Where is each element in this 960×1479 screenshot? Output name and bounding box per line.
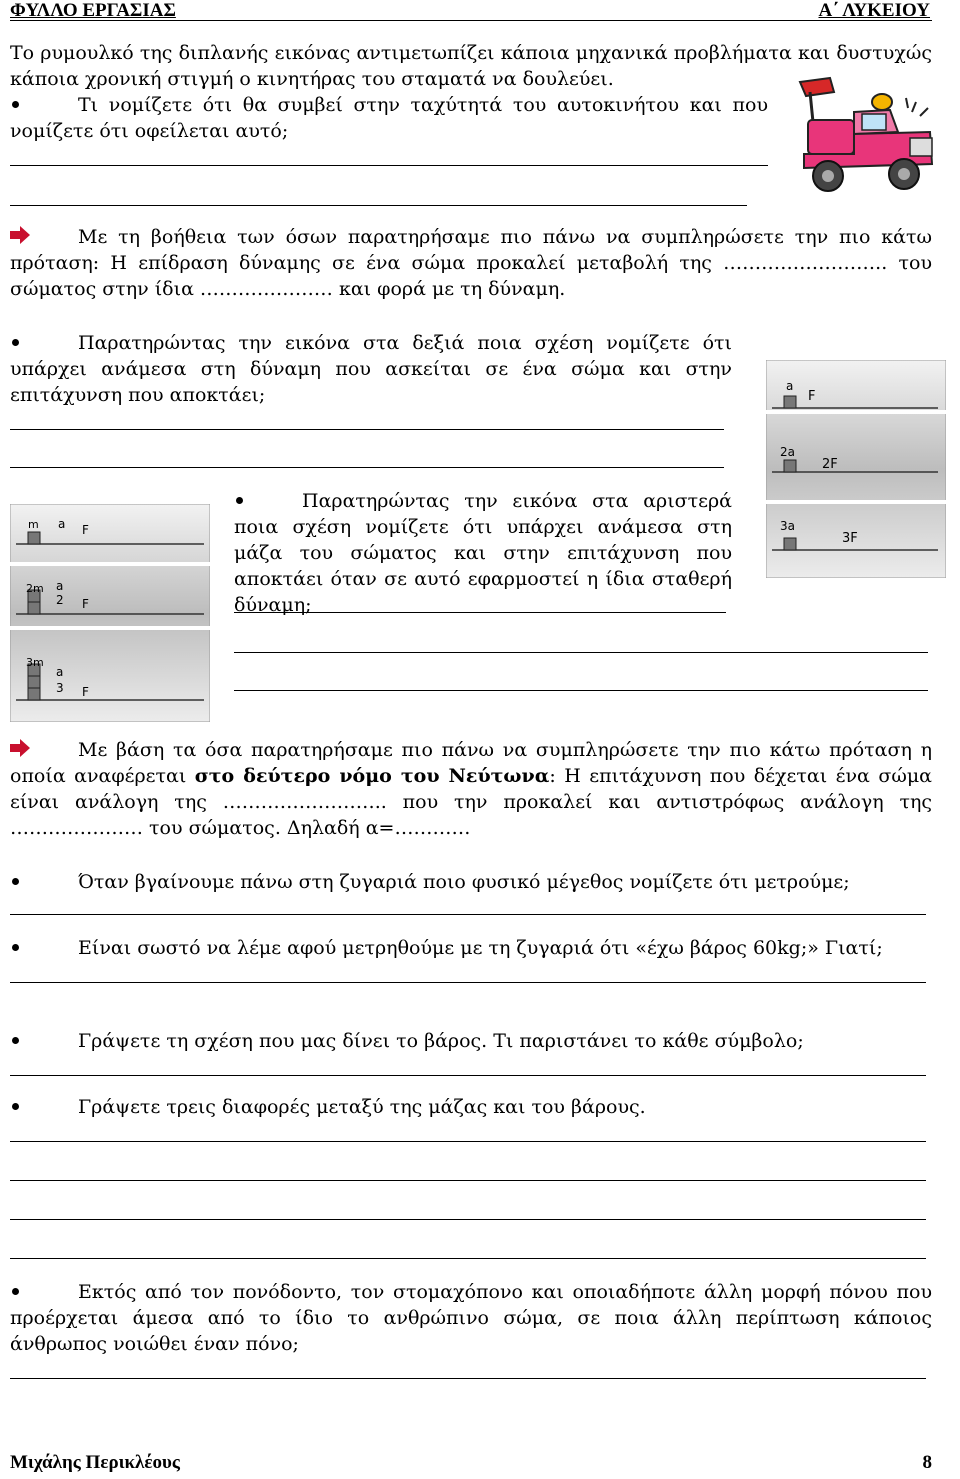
force-label: F xyxy=(82,597,89,611)
answer-line xyxy=(10,1141,926,1142)
header-left: ΦΥΛΛΟ ΕΡΓΑΣΙΑΣ xyxy=(10,0,176,21)
answer-line xyxy=(10,1378,926,1379)
answer-line xyxy=(234,652,928,653)
accel-label: a xyxy=(58,517,66,531)
fill2-text: Με βάση τα όσα παρατηρήσαμε πιο πάνω να συμπληρώσετε την πιο κάτω πρόταση η οποία αναφέρεται xyxy=(10,739,932,787)
bullet-icon xyxy=(12,944,19,951)
bullet-icon xyxy=(12,1037,19,1044)
force-label: F xyxy=(82,523,89,537)
fill2-text-cont: : Η επιτάχυνση που δέχεται ένα σώμα είναι ανάλογη της …………………….. που την προκαλεί και αντιστρόφως ανάλογη της ………………… του σώματος. Δηλαδή α=………… xyxy=(10,765,932,839)
answer-line xyxy=(10,1258,926,1259)
question-8: Εκτός από τον πονόδοντο, τον στομαχόπονο και οποιαδήποτε άλλη μορφή πόνου που προέρχεται άμεσα από το ίδιο το ανθρώπινο σώμα, σε ποια άλλη περίπτωση κάποιος άνθρωπος νοιώθει έναν πόνο; xyxy=(10,1281,932,1355)
accel-label: 2a xyxy=(780,445,795,459)
mass-acceleration-figure xyxy=(10,504,210,722)
mass-label: 2m xyxy=(26,582,44,595)
answer-line xyxy=(10,982,926,983)
question-7: Γράψετε τρεις διαφορές μεταξύ της μάζας και του βάρους. xyxy=(78,1096,646,1118)
question-1: Τι νομίζετε ότι θα συμβεί στην ταχύτητά του αυτοκινήτου και που νομίζετε ότι οφείλεται αυτό; xyxy=(10,94,768,142)
question-3: Παρατηρώντας την εικόνα στα αριστερά ποια σχέση νομίζετε ότι υπάρχει ανάμεσα στη μάζα του σώματος και στην επιτάχυνση που αποκτάει όταν σε αυτό εφαρμοστεί η ίδια σταθερή δύναμη; xyxy=(234,490,732,616)
header-rule xyxy=(10,20,932,21)
accel-divisor: 3 xyxy=(56,681,64,695)
header-right: Α΄ ΛΥΚΕΙΟΥ xyxy=(818,0,930,21)
mass-label: m xyxy=(28,518,39,531)
answer-line xyxy=(10,467,724,468)
answer-line xyxy=(234,690,928,691)
question-2: Παρατηρώντας την εικόνα στα δεξιά ποια σχέση νομίζετε ότι υπάρχει ανάμεσα στη δύναμη που ασκείται σε ένα σώμα και στην επιτάχυνση που αποκτάει; xyxy=(10,332,732,406)
bullet-icon xyxy=(12,1103,19,1110)
accel-label: a xyxy=(786,379,794,393)
answer-line xyxy=(10,429,724,430)
answer-line xyxy=(10,165,768,166)
fill-in-sentence-2 xyxy=(10,737,932,841)
answer-line xyxy=(10,205,747,206)
answer-line xyxy=(10,914,926,915)
fill-in-sentence-1: Με τη βοήθεια των όσων παρατηρήσαμε πιο πάνω να συμπληρώσετε την πιο κάτω πρόταση: Η επίδραση δύναμης σε ένα σώμα προκαλεί μεταβολή της …………………….. του σώματος στην ίδια ………………… και φορά με τη δύναμη. xyxy=(10,226,932,300)
answer-line xyxy=(234,612,726,613)
answer-line xyxy=(10,1075,926,1076)
force-label: 3F xyxy=(842,531,858,546)
question-4: Όταν βγαίνουμε πάνω στη ζυγαριά ποιο φυσικό μέγεθος νομίζετε ότι μετρούμε; xyxy=(78,871,850,893)
footer-author: Μιχάλης Περικλέους xyxy=(10,1452,180,1473)
tow-truck-illustration xyxy=(780,72,940,200)
force-label: F xyxy=(82,685,89,699)
question-5: Είναι σωστό να λέμε αφού μετρηθούμε με τη ζυγαριά ότι «έχω βάρος 60kg;» Γιατί; xyxy=(78,937,883,959)
mass-label: 3m xyxy=(26,656,44,669)
force-acceleration-figure xyxy=(766,360,946,578)
answer-line xyxy=(10,1180,926,1181)
force-label: F xyxy=(808,389,816,404)
accel-divisor: 2 xyxy=(56,593,64,607)
force-label: 2F xyxy=(822,457,838,472)
page-number: 8 xyxy=(922,1452,932,1473)
bullet-icon xyxy=(12,878,19,885)
second-law-term: στο δεύτερο νόμο του Νεύτωνα xyxy=(194,765,550,787)
accel-label: 3a xyxy=(780,519,795,533)
accel-label: a xyxy=(56,665,64,679)
intro-text: Το ρυμουλκό της διπλανής εικόνας αντιμετωπίζει κάποια μηχανικά προβλήματα και δυστυχώς κάποια χρονική στιγμή ο κινητήρας του σταματά να δουλεύει. xyxy=(10,42,932,90)
accel-label: a xyxy=(56,579,64,593)
answer-line xyxy=(10,1219,926,1220)
question-6: Γράψετε τη σχέση που μας δίνει το βάρος. Τι παριστάνει το κάθε σύμβολο; xyxy=(78,1030,804,1052)
